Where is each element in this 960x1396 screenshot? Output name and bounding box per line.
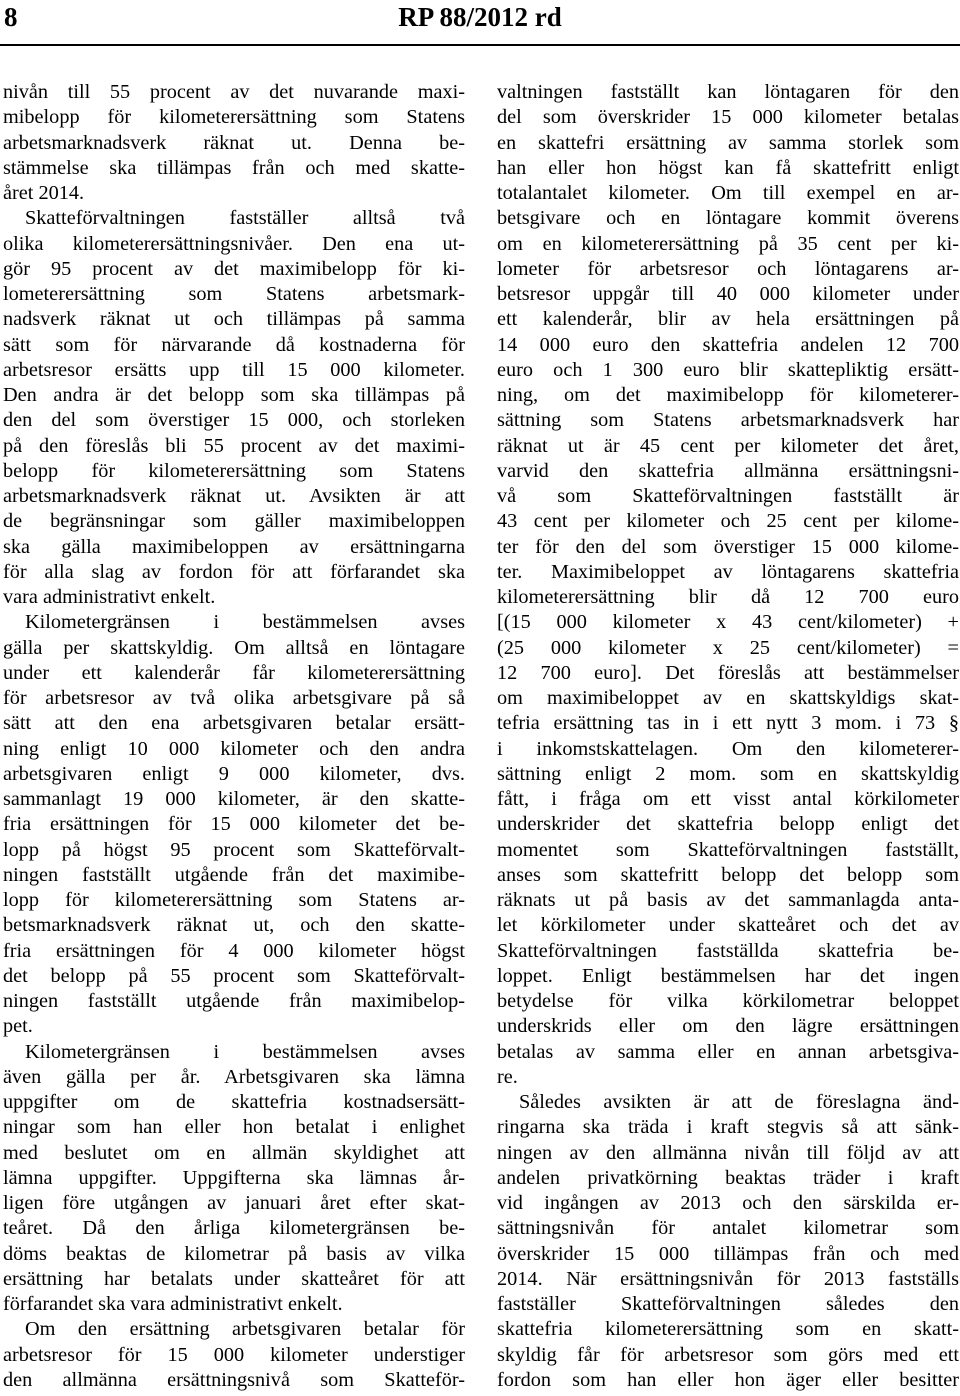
text-line: sättningsnivån för antalet kilometrar som	[497, 1217, 959, 1240]
text-line: betsmarknadsverk räknat ut, och den skatte-	[3, 914, 465, 937]
text-line: Om den ersättning arbetsgivaren betalar för	[25, 1318, 465, 1341]
text-line: andelen privatkörning beaktas träder i kraft	[497, 1166, 959, 1189]
text-line: ter. Maximibeloppet av löntagarens skattefria	[497, 560, 959, 583]
text-line: [(15 000 kilometer x 43 cent/kilometer) +	[497, 611, 959, 634]
text-line: varvid den skattefria allmänna ersättningsni-	[497, 459, 959, 482]
text-line: kilometerersättning blir då 12 700 euro	[497, 586, 959, 608]
text-line: arbetsmarknadsverk räknat ut. Denna be-	[3, 131, 465, 154]
text-line: för alla slag av fordon för att förfarandet ska	[3, 560, 465, 583]
text-line: belopp för kilometerersättning som Statens	[3, 459, 465, 482]
text-line: med beslutet om en allmän skyldighet att	[3, 1141, 465, 1164]
text-line: fått, i fråga om ett visst antal körkilometer	[497, 788, 959, 810]
text-line: lometerersättning som Statens arbetsmark-	[3, 283, 465, 305]
text-line: skattefria kilometerersättning som en skatt-	[497, 1318, 959, 1341]
text-line: vara administrativt enkelt.	[3, 586, 216, 608]
text-line: ning enligt 10 000 kilometer och den andra	[3, 737, 465, 760]
text-line: ska gälla maximibeloppen av ersättningarna	[3, 535, 465, 558]
text-line: sättning enligt 2 mom. som en skattskyldig	[497, 762, 959, 785]
text-line: lometer för arbetsresor och löntagarens ar-	[497, 257, 959, 280]
text-line: Således avsikten är att de föreslagna änd-	[519, 1091, 959, 1113]
text-line: (25 000 kilometer x 25 cent/kilometer) =	[497, 636, 959, 659]
text-line: sätt som för närvarande då kostnaderna för	[3, 333, 465, 356]
text-line: betsgivare och en löntagare kommit överens	[497, 207, 959, 230]
text-line: arbetsmarknadsverk räknat ut. Avsikten är att	[3, 485, 465, 507]
header-divider	[0, 44, 960, 46]
text-line: räknat ut är 45 cent per kilometer det året,	[497, 434, 959, 457]
text-line: Kilometergränsen i bestämmelsen avses	[25, 611, 465, 634]
text-line: pet.	[3, 1015, 33, 1038]
text-line: om en kilometerersättning på 35 cent per ki-	[497, 232, 959, 255]
text-line: euro och 1 300 euro blir skattepliktig ersätt-	[497, 358, 959, 381]
text-line: del som överskrider 15 000 kilometer betalas	[497, 106, 959, 129]
text-line: olika kilometerersättningsnivåer. Den ena ut-	[3, 232, 465, 255]
text-line: ningar som han eller hon betalat i enlighet	[3, 1116, 465, 1139]
text-line: ningen fastställt utgående från maximibelop-	[3, 990, 465, 1012]
text-line: lämna uppgifter. Uppgifterna ska lämnas år-	[3, 1166, 465, 1189]
text-line: nadsverk räknat ut och tillämpas på samma	[3, 308, 465, 331]
text-line: han eller hon högst kan få skattefritt enligt	[497, 156, 959, 179]
text-line: överskrider 15 000 tillämpas från och med	[497, 1242, 959, 1265]
text-line: nivån till 55 procent av det nuvarande maxi-	[3, 81, 465, 103]
text-line: ringarna ska träda i kraft stegvis så att sänk-	[497, 1116, 959, 1139]
text-line: förfarandet ska vara administrativt enkelt.	[3, 1293, 343, 1315]
page-header	[0, 0, 960, 58]
text-line: på den föreslås bli 55 procent av det maximi-	[3, 434, 465, 457]
text-line: gälla per skattskyldig. Om alltså en löntagare	[3, 636, 465, 659]
text-line: betsresor uppgår till 40 000 kilometer under	[497, 283, 959, 305]
text-line: arbetsgivaren enligt 9 000 kilometer, dvs.	[3, 762, 465, 785]
text-line: fria ersättningen för 15 000 kilometer det be-	[3, 813, 465, 836]
text-line: underskrider det skattefria belopp enligt det	[497, 813, 959, 836]
left-text-column	[3, 80, 465, 1393]
text-line: året 2014.	[3, 182, 85, 204]
text-line: ningen fastställt utgående från det maximibe-	[3, 863, 465, 886]
page-number: 8	[4, 2, 18, 32]
text-line: en skattefri ersättning av samma storlek som	[497, 131, 959, 154]
text-line: betalas av samma eller en annan arbetsgiva-	[497, 1040, 959, 1063]
text-line: teåret. Då den årliga kilometergränsen be-	[3, 1217, 465, 1240]
text-line: 12 700 euro]. Det föreslås att bestämmelser	[497, 661, 959, 684]
text-line: 43 cent per kilometer och 25 cent per kilome-	[497, 510, 959, 533]
right-text-column	[497, 80, 959, 1393]
text-line: Skatteförvaltningen fastställda skattefria be-	[497, 939, 959, 962]
text-line: 14 000 euro den skattefria andelen 12 700	[497, 333, 959, 356]
text-line: gör 95 procent av det maximibelopp för ki-	[3, 257, 465, 280]
text-line: lopp för kilometerersättning som Statens ar-	[3, 889, 465, 911]
text-line: den allmänna ersättningsnivå som Skatteför-	[3, 1368, 465, 1391]
text-line: lopp på högst 95 procent som Skatteförvalt-	[3, 838, 465, 861]
text-line: arbetsresor ersätts upp till 15 000 kilometer.	[3, 358, 465, 381]
text-line: sättning som Statens arbetsmarknadsverk har	[497, 409, 959, 432]
text-line: den del som överstiger 15 000, och storleken	[3, 409, 465, 432]
text-line: vå som Skatteförvaltningen fastställt är	[497, 485, 959, 507]
text-line: fastställer Skatteförvaltningen således den	[497, 1293, 959, 1315]
text-line: döms beaktas de kilometrar på basis av vilka	[3, 1242, 465, 1265]
text-line: tefria ersättning tas in i ett nytt 3 mom. i 73 §	[497, 712, 959, 735]
text-line: Kilometergränsen i bestämmelsen avses	[25, 1040, 465, 1063]
text-line: arbetsresor för 15 000 kilometer understiger	[3, 1343, 465, 1366]
text-line: Den andra är det belopp som ska tillämpas på	[3, 384, 465, 406]
text-line: sammanlagt 19 000 kilometer, är den skatte-	[3, 788, 465, 810]
text-line: stämmelse ska tillämpas från och med skatte-	[3, 156, 465, 179]
text-line: även gälla per år. Arbetsgivaren ska lämna	[3, 1065, 465, 1088]
text-line: ningen av den allmänna nivån till följd av att	[497, 1141, 959, 1164]
text-line: räknats ut på basis av det sammanlagda anta-	[497, 889, 959, 911]
text-line: sätt att den ena arbetsgivaren betalar ersätt-	[3, 712, 465, 735]
text-line: momentet som Skatteförvaltningen fastställt,	[497, 838, 959, 861]
text-line: loppet. Enligt bestämmelsen har det ingen	[497, 964, 959, 987]
text-line: ett kalenderår, blir av hela ersättningen på	[497, 308, 959, 331]
text-line: valtningen fastställt kan löntagaren för den	[497, 81, 959, 103]
text-line: Skatteförvaltningen fastställer alltså två	[25, 207, 465, 230]
text-line: de begränsningar som gäller maximibeloppen	[3, 510, 465, 533]
text-line: fordon som han eller hon äger eller besitter	[497, 1368, 959, 1391]
document-id: RP 88/2012 rd	[398, 2, 562, 32]
text-line: ning, om det maximibelopp för kilometerer-	[497, 384, 959, 406]
text-line: re.	[497, 1065, 518, 1088]
text-line: uppgifter om de skattefria kostnadsersätt-	[3, 1091, 465, 1113]
text-line: fria ersättningen för 4 000 kilometer högst	[3, 939, 465, 962]
text-line: anses som skattefritt belopp det belopp som	[497, 863, 959, 886]
text-line: under ett kalenderår får kilometerersättning	[3, 661, 465, 684]
text-line: det belopp på 55 procent som Skatteförvalt-	[3, 964, 465, 987]
text-line: skyldig får för arbetsresor som görs med ett	[497, 1343, 959, 1366]
text-line: 2014. När ersättningsnivån för 2013 fastställs	[497, 1267, 959, 1290]
text-line: vid ingången av 2013 och den särskilda er-	[497, 1192, 959, 1214]
text-line: ligen före utgången av januari året efter skat-	[3, 1192, 465, 1214]
text-line: totalantalet kilometer. Om till exempel en ar-	[497, 182, 959, 204]
text-line: för arbetsresor av två olika arbetsgivare på så	[3, 687, 465, 709]
text-line: betydelse för vilka körkilometrar beloppet	[497, 990, 959, 1012]
text-line: ersättning har betalats under skatteåret för att	[3, 1267, 465, 1290]
text-line: ter för den del som överstiger 15 000 kilome-	[497, 535, 959, 558]
text-line: underskrids eller om den lägre ersättningen	[497, 1015, 959, 1038]
text-line: mibelopp för kilometerersättning som Statens	[3, 106, 465, 129]
text-line: let körkilometer under skatteåret och det av	[497, 914, 959, 937]
text-line: i inkomstskattelagen. Om den kilometerer-	[497, 737, 959, 760]
text-line: om maximibeloppet av en skattskyldigs skat-	[497, 687, 959, 709]
